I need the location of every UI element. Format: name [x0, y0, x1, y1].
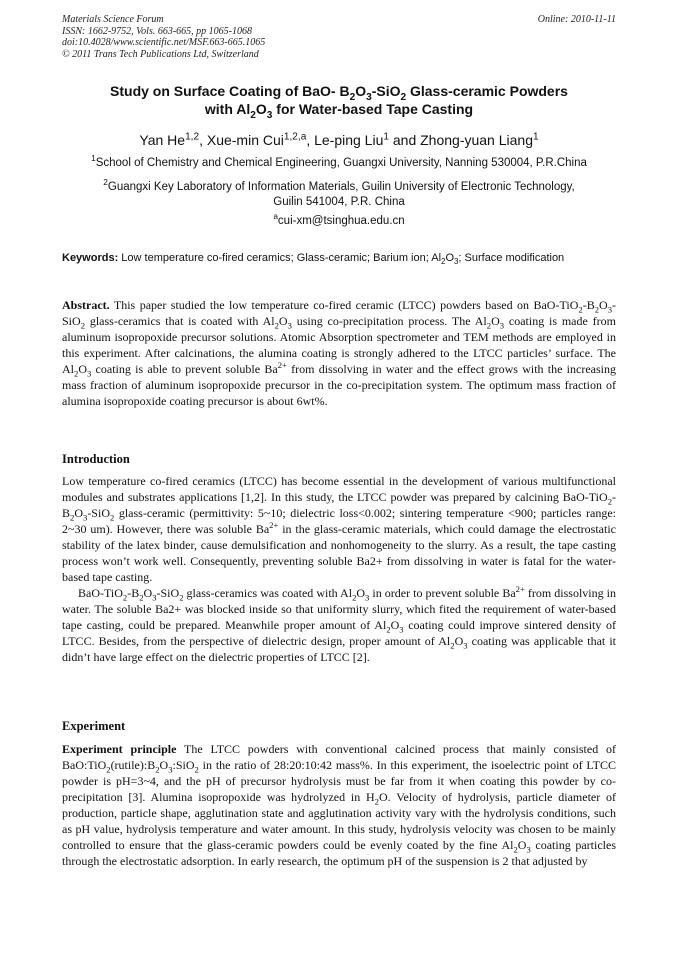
journal-name: Materials Science Forum [62, 14, 164, 25]
introduction-body [62, 473, 616, 665]
abstract: Abstract. This paper studied the low temperature co-fired ceramic (LTCC) powders based on BaO-$TiO_2-B_2O_3-SiO_2$ glass-ceramics that is coated with $Al_2O_3$ using co-precipitation process. The $Al_2O_3$ coating is made from aluminum isopropoxide precursor solutions. Atomic Absorption spectrometer and TEM methods are employed in this experiment. After calcinations, the alumina coating is strongly adhered to the LTCC particles’ surface. The $Al_2O_3$ coating is able to prevent soluble $Ba^{2+}$ from dissolving in water and the effect grows with the increasing mass fraction of aluminum isopropoxide precursor in the co-precipitation system. The optimum mass fraction of alumina isopropoxide coating precursor is about 6wt%. [62, 298, 616, 408]
experiment-heading: Experiment [62, 719, 126, 733]
introduction-heading: Introduction [62, 452, 130, 466]
issn-line: ISSN: 1662-9752, Vols. 663-665, pp 1065-1068 [62, 25, 252, 37]
journal-header [62, 14, 616, 60]
author-list: Yan He$^{1,2}$, Xue-min Cui$^{1,2,a}$, Le-ping Liu$^1$ and Zhong-yuan Liang$^1$ [139, 131, 539, 148]
paper-title: Study on Surface Coating of BaO- $B_2O_3-SiO_2$ Glass-ceramic Powders with $Al_2O_3$ for Water-based Tape Casting [110, 83, 568, 121]
doi-line: doi:10.4028/www.scientific.net/MSF.663-665.1065 [62, 37, 266, 48]
author-email: $^a$cui-xm@tsinghua.edu.cn [273, 212, 405, 227]
experiment-body: Experiment principle The LTCC powders with conventional calcined process that mainly consisted of $BaO:TiO_2(rutile):B_2O_3:SiO_2$ in the ratio of 28:20:10:42 mass%. In this experiment, the isoelectric point of LTCC powder is pH=3~4, and the pH of precursor hydrolysis must be far from it when coating this powder by co-precipitation [3]. Alumina isopropoxide was hydrolyzed in $H_2O$. Velocity of hydrolysis, particle diameter of production, particle shape, agglutination state and agglutination activity vary with the hydrolysis conditions, such as pH value, hydrolysis temperature and water amount. In this study, hydrolysis velocity was chosen to be mainly controlled to ensure that the glass-ceramic powders could be evenly coated by the fine $Al_2O_3$ coating particles through the electrostatic adsorption. In early research, the optimum pH of the suspension is 2 that adjusted by [62, 742, 616, 868]
keywords: Keywords: Low temperature co-fired ceramics; Glass-ceramic; Barium ion; $Al_2O_3$; Surface modification [62, 252, 565, 267]
intro-paragraph-1: Low temperature co-fired ceramics (LTCC) has become essential in the development of various multifunctional modules and substrates applications [1,2]. In this study, the LTCC powder was prepared by calcining BaO-$TiO_2-B_2O_3-SiO_2$ glass-ceramic (permittivity: 5~10; dielectric loss<0.002; sintering temperature <900; particles range: 2~30 um). However, there was soluble $Ba^{2+}$ in the glass-ceramic materials, which could damage the electrostatic stability of the latex binder, cause demulsification and nonhomogeneity to the slurry. As a result, the tape casting process won’t work well. Consequently, preventing soluble Ba2+ from dissolving in water is fatal for the water-based tape casting. [62, 474, 616, 584]
affiliation-2: $^2$Guangxi Key Laboratory of Information Materials, Guilin University of Electronic Technology, Guilin 541004, P.R. China [103, 178, 575, 208]
affiliation-1: $^1$School of Chemistry and Chemical Engineering, Guangxi University, Nanning 530004, P.R.China [91, 154, 587, 169]
online-date: Online: 2010-11-11 [537, 14, 616, 25]
intro-paragraph-2: BaO-$TiO_2-B_2O_3-SiO_2$ glass-ceramics was coated with $Al_2O_3$ in order to prevent soluble $Ba^{2+}$ from dissolving in water. The soluble Ba2+ was blocked inside so that uniformity slurry, which fited the requirement of water-based tape casting, could be prepared. Meanwhile proper amount of $Al_2O_3$ coating could improve sintered density of LTCC. Besides, from the perspective of dielectric design, proper amount of $Al_2O_3$ coating was applicable that it didn’t have large effect on the dielectric properties of LTCC [2]. [62, 584, 617, 664]
copyright-line: © 2011 Trans Tech Publications Ltd, Switzerland [62, 48, 259, 60]
